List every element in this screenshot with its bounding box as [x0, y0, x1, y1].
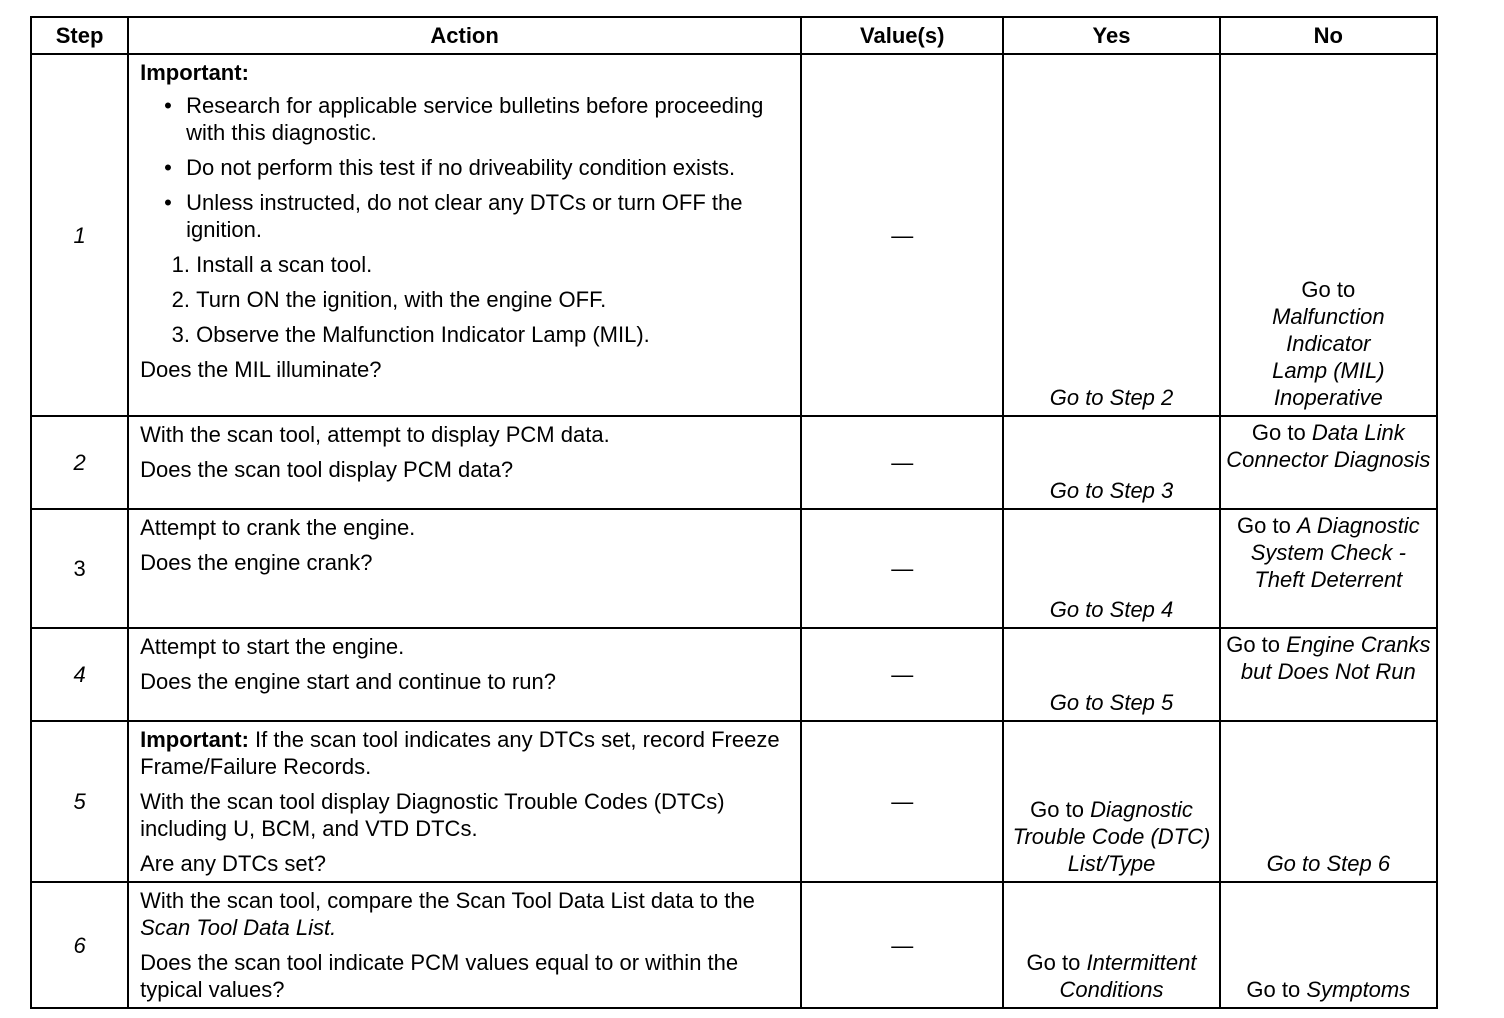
step-number: 4 — [31, 628, 128, 721]
value-cell: — — [801, 509, 1003, 628]
value-cell: — — [801, 416, 1003, 509]
header-action: Action — [128, 17, 801, 54]
yes-cell — [1003, 721, 1219, 882]
table-row — [31, 509, 1437, 628]
step-number: 3 — [31, 509, 128, 628]
no-prefix: Go to — [1301, 277, 1356, 302]
action-text-link[interactable]: Scan Tool Data List. — [140, 915, 337, 940]
no-link[interactable]: Go to Step 6 — [1266, 851, 1391, 876]
no-prefix: Go to — [1246, 977, 1301, 1002]
action-cell — [128, 509, 801, 628]
table-row — [31, 882, 1437, 1008]
yes-link[interactable]: Diagnostic Trouble Code (DTC) List/Type — [1012, 797, 1211, 876]
value-cell: — — [801, 721, 1003, 882]
list-item: • Unless instructed, do not clear any DTCs or turn OFF the ignition. — [186, 189, 790, 243]
question-text: Does the engine start and continue to run? — [140, 669, 556, 694]
action-cell — [128, 416, 801, 509]
question-text: Does the engine crank? — [140, 550, 373, 575]
no-cell — [1220, 721, 1437, 882]
action-text: With the scan tool display Diagnostic Trouble Codes (DTCs) including U, BCM, and VTD DTCs. — [140, 789, 725, 841]
no-prefix: Go to — [1226, 632, 1281, 657]
diagnostic-table — [30, 16, 1438, 1009]
no-cell — [1220, 54, 1437, 416]
header-no: No — [1220, 17, 1437, 54]
important-label: Important: — [140, 727, 249, 752]
action-text-prefix: With the scan tool, compare the Scan Tool Data List data to the — [140, 888, 755, 913]
step-number: 6 — [31, 882, 128, 1008]
yes-prefix: Go to — [1026, 950, 1081, 975]
step-number: 5 — [31, 721, 128, 882]
no-link[interactable]: Malfunction Indicator Lamp (MIL) Inoperative — [1272, 304, 1385, 410]
important-label: Important: — [140, 60, 249, 85]
no-prefix: Go to — [1237, 513, 1291, 538]
list-item: 3. Observe the Malfunction Indicator Lamp (MIL). — [196, 321, 790, 348]
important-note — [140, 726, 790, 780]
no-link[interactable]: Data Link Connector Diagnosis — [1226, 420, 1431, 472]
question-text: Does the scan tool display PCM data? — [140, 457, 514, 482]
list-item: • Do not perform this test if no driveability condition exists. — [186, 154, 790, 181]
question-text: Are any DTCs set? — [140, 851, 326, 876]
yes-link[interactable]: Go to Step 5 — [1049, 690, 1174, 715]
no-link[interactable]: A Diagnostic System Check - Theft Deterrent — [1250, 513, 1420, 592]
yes-link[interactable]: Go to Step 3 — [1049, 478, 1174, 503]
step-number: 1 — [31, 54, 128, 416]
table-row — [31, 416, 1437, 509]
table-row — [31, 721, 1437, 882]
list-item: 1. Install a scan tool. — [196, 251, 790, 278]
question-text: Does the scan tool indicate PCM values equal to or within the typical values? — [140, 950, 739, 1002]
yes-cell — [1003, 54, 1219, 416]
step-number: 2 — [31, 416, 128, 509]
yes-prefix: Go to — [1030, 797, 1084, 822]
no-cell — [1220, 509, 1437, 628]
header-values: Value(s) — [801, 17, 1003, 54]
yes-cell — [1003, 882, 1219, 1008]
yes-link[interactable]: Go to Step 2 — [1049, 385, 1174, 410]
no-prefix: Go to — [1251, 420, 1306, 445]
action-text: With the scan tool, attempt to display PCM data. — [140, 422, 610, 447]
header-row — [31, 17, 1437, 54]
action-text — [140, 887, 790, 941]
table-row — [31, 54, 1437, 416]
yes-cell — [1003, 628, 1219, 721]
action-cell — [128, 54, 801, 416]
list-item: 2. Turn ON the ignition, with the engine OFF. — [196, 286, 790, 313]
value-cell: — — [801, 54, 1003, 416]
no-link[interactable]: Engine Cranks but Does Not Run — [1240, 632, 1431, 684]
value-cell: — — [801, 882, 1003, 1008]
action-cell — [128, 721, 801, 882]
yes-cell — [1003, 509, 1219, 628]
important-text: If the scan tool indicates any DTCs set, record Freeze Frame/Failure Records. — [140, 727, 780, 779]
yes-link[interactable]: Intermittent Conditions — [1059, 950, 1197, 1002]
value-cell: — — [801, 628, 1003, 721]
header-step: Step — [31, 17, 128, 54]
no-link[interactable]: Symptoms — [1306, 977, 1411, 1002]
yes-cell — [1003, 416, 1219, 509]
yes-link[interactable]: Go to Step 4 — [1049, 597, 1174, 622]
list-item: • Research for applicable service bulletins before proceeding with this diagnostic. — [186, 92, 790, 146]
action-cell — [128, 628, 801, 721]
procedure-steps — [140, 251, 790, 348]
header-yes: Yes — [1003, 17, 1219, 54]
no-cell — [1220, 416, 1437, 509]
action-text: Attempt to start the engine. — [140, 634, 405, 659]
question-text: Does the MIL illuminate? — [140, 357, 382, 382]
action-text: Attempt to crank the engine. — [140, 515, 416, 540]
important-bullets — [140, 92, 790, 243]
no-cell — [1220, 882, 1437, 1008]
no-cell — [1220, 628, 1437, 721]
table-row — [31, 628, 1437, 721]
action-cell — [128, 882, 801, 1008]
